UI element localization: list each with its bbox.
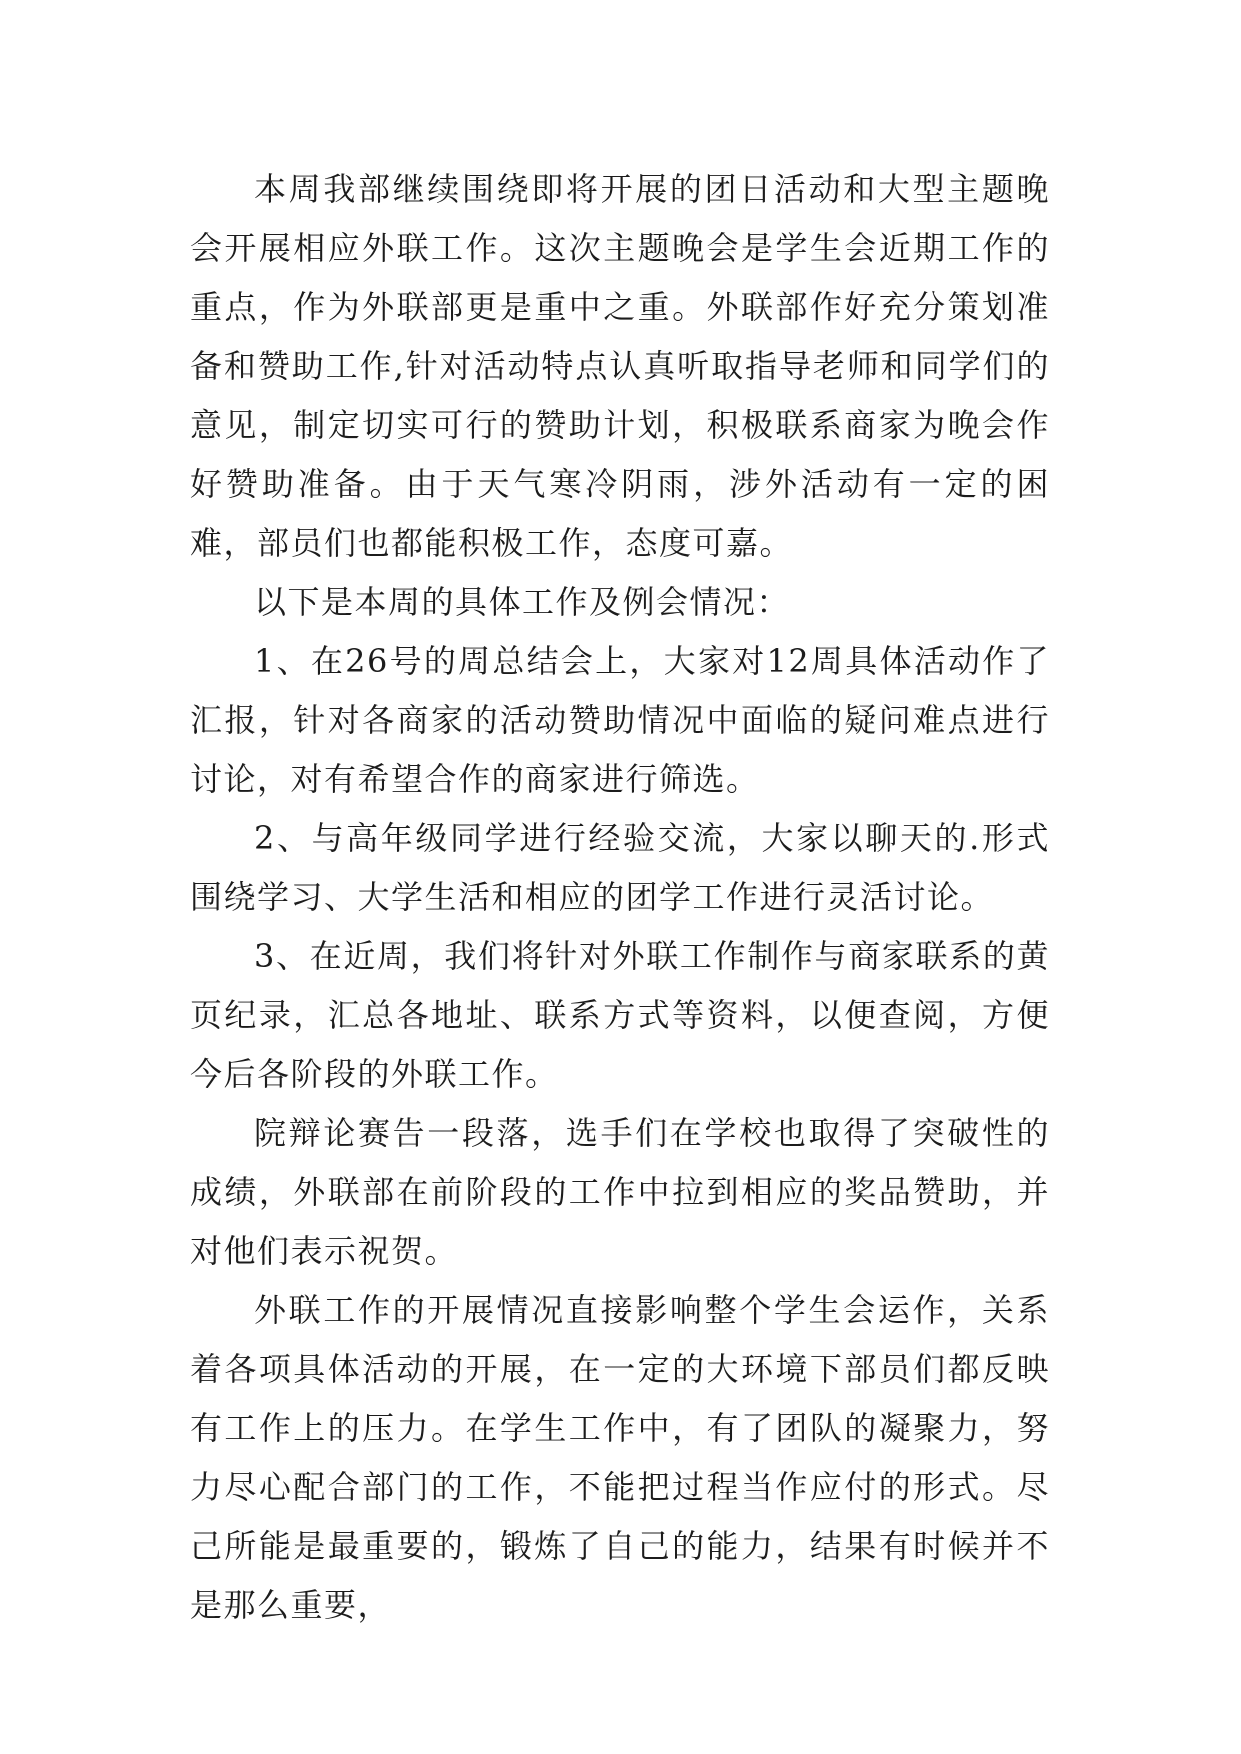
paragraph-item-1: 1、在26号的周总结会上，大家对12周具体活动作了汇报，针对各商家的活动赞助情况中面临的疑问难点进行讨论，对有希望合作的商家进行筛选。 <box>190 642 1050 798</box>
paragraph-reflection: 外联工作的开展情况直接影响整个学生会运作，关系着各项具体活动的开展，在一定的大环境下部员们都反映有工作上的压力。在学生工作中，有了团队的凝聚力，努力尽心配合部门的工作，不能把过程当作应付的形式。尽己所能是最重要的，锻炼了自己的能力，结果有时候并不是那么重要， <box>190 1291 1050 1624</box>
paragraph-debate: 院辩论赛告一段落，选手们在学校也取得了突破性的成绩，外联部在前阶段的工作中拉到相应的奖品赞助，并对他们表示祝贺。 <box>190 1114 1050 1270</box>
document-body <box>190 160 1050 1635</box>
paragraph-item-3: 3、在近周，我们将针对外联工作制作与商家联系的黄页纪录，汇总各地址、联系方式等资料，以便查阅，方便今后各阶段的外联工作。 <box>190 937 1050 1093</box>
paragraph-intro: 本周我部继续围绕即将开展的团日活动和大型主题晚会开展相应外联工作。这次主题晚会是学生会近期工作的重点，作为外联部更是重中之重。外联部作好充分策划准备和赞助工作,针对活动特点认真听取指导老师和同学们的意见，制定切实可行的赞助计划，积极联系商家为晚会作好赞助准备。由于天气寒冷阴雨，涉外活动有一定的困难，部员们也都能积极工作，态度可嘉。 <box>190 170 1050 562</box>
paragraph-item-2: 2、与高年级同学进行经验交流，大家以聊天的.形式围绕学习、大学生活和相应的团学工作进行灵活讨论。 <box>190 819 1050 916</box>
paragraph-work-summary-heading: 以下是本周的具体工作及例会情况： <box>254 583 791 621</box>
